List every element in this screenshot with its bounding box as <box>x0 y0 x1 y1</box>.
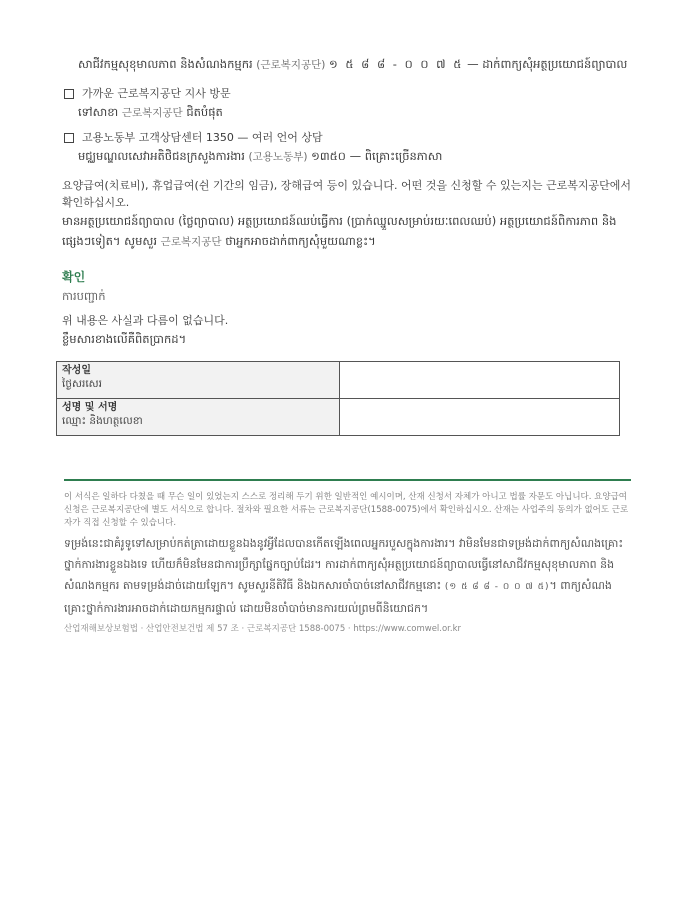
date-label-kr: 작성일 <box>62 365 91 376</box>
option-visit-branch-kr: 가까운 근로복지공단 지사 방문 <box>82 87 231 100</box>
contact-line-comwel: សាជីវកម្មសុខុមាលភាព និងសំណងកម្មករ (근로복지공단) ១ ៥ ៨ ៨ - ០ ០ ៧ ៥ — ដាក់ពាក្យសុំអត្ថប្រយោជន៍ព្យាបាល <box>78 57 628 71</box>
name-signature-field[interactable] <box>340 399 620 436</box>
footer-divider <box>64 479 631 481</box>
confirm-statement-km: ខ្លឹមសារខាងលើគឺពិតប្រាកដ។ <box>62 332 187 346</box>
benefits-paragraph-kr: 요양급여(치료비), 휴업급여(쉰 기간의 임금), 장해급여 등이 있습니다. 어떤 것을 신청할 수 있는지는 근로복지공단에서 확인하십시오. <box>62 179 632 209</box>
confirm-heading: 확인 <box>62 270 86 284</box>
name-label-cell <box>57 399 340 436</box>
option-call-center <box>62 129 632 167</box>
confirm-statement-kr: 위 내용은 사실과 다름이 없습니다. <box>62 314 229 327</box>
option-visit-branch-km: ទៅសាខា 근로복지공단 ជិតបំផុត <box>78 105 223 119</box>
date-label-cell <box>57 362 340 399</box>
option-call-center-km: មជ្ឈមណ្ឌលសេវាអតិថិជនក្រសួងការងារ (고용노동부) ១៣៥០ — ពិគ្រោះច្រើនភាសា <box>78 149 443 163</box>
footer <box>64 491 632 636</box>
checkbox-call-center[interactable] <box>64 133 74 143</box>
footnote-km: ទម្រង់នេះជាគំរូទូទៅសម្រាប់កត់ត្រាដោយខ្លួនឯងនូវអ្វីដែលបានកើតឡើងពេលអ្នករបួសក្នុងការងារ។ វាមិនមែនជាទម្រង់ដាក់ពាក្យសំណងគ្រោះថ្នាក់ការងារខ្លួនឯងទេ ហើយក៏មិនមែនជាការប្រឹក្សាផ្នែកច្បាប់ដែរ។ ការដាក់ពាក្យសុំអត្ថប្រយោជន៍ព្យាបាលធ្វើនៅសាជីវកម្មសុខុមាលភាព និងសំណងកម្មករ តាមទម្រង់ដាច់ដោយឡែក។ សូមសួរនីតិវិធី និងឯកសារចាំបាច់នៅសាជីវកម្មនោះ (១ ៥ ៨ ៨ - ០ ០ ៧ ៥)។ ពាក្យសំណងគ្រោះថ្នាក់ការងារអាចដាក់ដោយកម្មករផ្ទាល់ ដោយមិនចាំបាច់មានការយល់ព្រមពីនិយោជក។ <box>64 537 624 615</box>
date-label-km: ថ្ងៃសរសេរ <box>62 378 102 390</box>
confirm-heading-km: ការបញ្ជាក់ <box>62 289 106 303</box>
document-body <box>62 54 632 436</box>
name-label-kr: 성명 및 서명 <box>62 402 118 413</box>
legal-reference: 산업재해보상보험법 · 산업안전보건법 제 57 조 · 근로복지공단 1588-0075 · https://www.comwel.or.kr <box>64 624 462 634</box>
name-row <box>57 399 620 436</box>
footnote-kr: 이 서식은 일하다 다쳤을 때 무슨 일이 있었는지 스스로 정리해 두기 위한 일반적인 예시이며, 산재 신청서 자체가 아니고 법률 자문도 아닙니다. 요양급여 신청은 근로복지공단에 별도 서식으로 합니다. 절차와 필요한 서류는 근로복지공단(1588-0075)에서 확인하십시오. 산재는 사업주의 동의가 없어도 근로자가 직접 신청할 수 있습니다. <box>64 492 629 528</box>
benefits-paragraph-km: មានអត្ថប្រយោជន៍ព្យាបាល (ថ្លៃព្យាបាល) អត្ថប្រយោជន៍ឈប់ធ្វើការ (ប្រាក់ឈ្នួលសម្រាប់រយៈពេលឈប់) អត្ថប្រយោជន៍ពិការភាព និងផ្សេងៗទៀត។ សូមសួរ 근로복지공단 ថាអ្នកអាចដាក់ពាក្យសុំមួយណាខ្លះ។ <box>62 214 617 248</box>
option-call-center-kr: 고용노동부 고객상담센터 1350 — 여러 언어 상담 <box>82 131 323 144</box>
date-row <box>57 362 620 399</box>
name-label-km: ឈ្មោះ និងហត្ថលេខា <box>62 415 143 427</box>
option-visit-branch <box>62 85 632 123</box>
date-field[interactable] <box>340 362 620 399</box>
checkbox-visit-branch[interactable] <box>64 89 74 99</box>
signature-table <box>56 361 620 436</box>
